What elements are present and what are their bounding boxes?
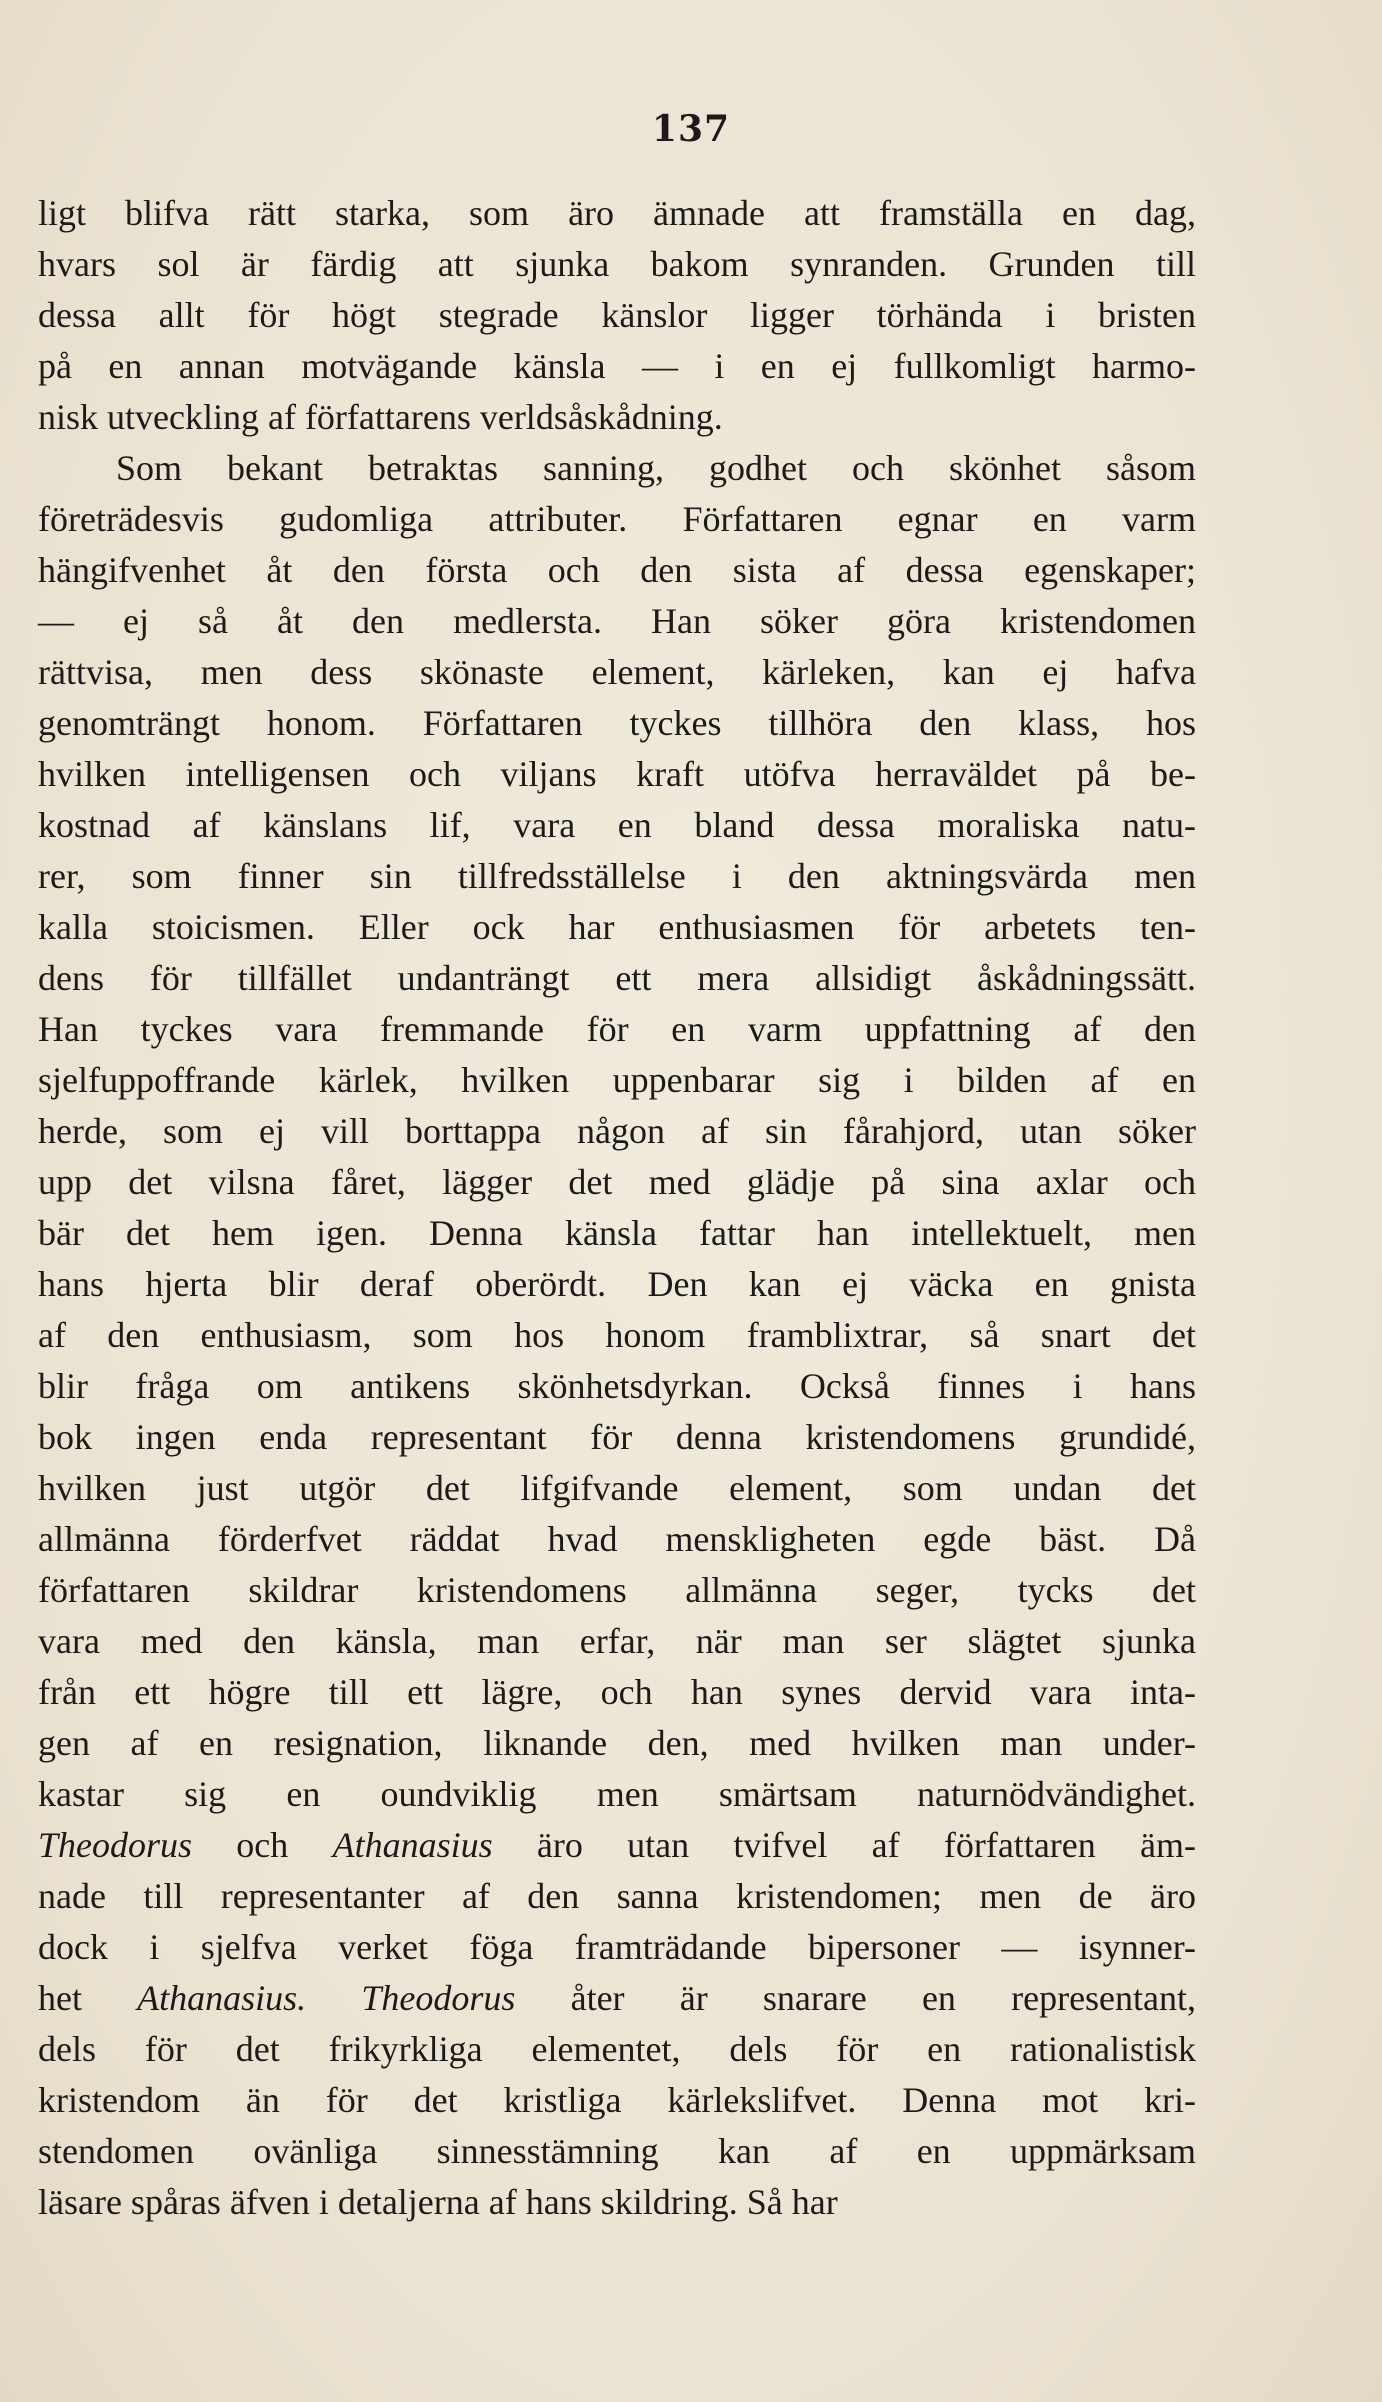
text-line	[38, 2024, 1196, 2075]
text-segment: herde, som ej vill borttappa någon af sin fårahjord, utan söker	[38, 1111, 1196, 1151]
text-segment: het	[38, 1978, 138, 2018]
text-segment: kostnad af känslans lif, vara en bland dessa moraliska natu-	[38, 805, 1196, 845]
text-line	[38, 2075, 1196, 2126]
text-line	[38, 341, 1196, 392]
text-line	[38, 1310, 1196, 1361]
text-line	[38, 1106, 1196, 1157]
text-line	[38, 1616, 1196, 1667]
text-line	[38, 2126, 1196, 2177]
text-line	[38, 1514, 1196, 1565]
body-text	[38, 188, 1196, 2228]
text-line	[38, 1973, 1196, 2024]
text-line	[38, 494, 1196, 545]
text-line	[38, 1208, 1196, 1259]
text-line	[38, 290, 1196, 341]
text-segment: vara med den känsla, man erfar, när man ser slägtet sjunka	[38, 1621, 1196, 1661]
text-line	[38, 1412, 1196, 1463]
text-segment: nade till representanter af den sanna kristendomen; men de äro	[38, 1876, 1196, 1916]
text-segment: hvars sol är färdig att sjunka bakom synranden. Grunden till	[38, 244, 1196, 284]
text-segment: kalla stoicismen. Eller ock har enthusiasmen för arbetets ten-	[38, 907, 1196, 947]
text-line	[38, 545, 1196, 596]
text-line	[38, 800, 1196, 851]
text-line	[38, 851, 1196, 902]
text-segment: allmänna förderfvet räddat hvad menskligheten egde bäst. Då	[38, 1519, 1196, 1559]
text-line	[38, 1463, 1196, 1514]
text-line	[38, 392, 1196, 443]
italic-name: Athanasius.	[137, 1978, 307, 2018]
text-segment: Som bekant betraktas sanning, godhet och skönhet såsom	[116, 448, 1196, 488]
text-segment: kristendom än för det kristliga kärlekslifvet. Denna mot kri-	[38, 2080, 1196, 2120]
text-segment: företrädesvis gudomliga attributer. Författaren egnar en varm	[38, 499, 1196, 539]
text-segment: rättvisa, men dess skönaste element, kärleken, kan ej hafva	[38, 652, 1196, 692]
text-segment: dessa allt för högt stegrade känslor ligger törhända i bristen	[38, 295, 1196, 335]
text-segment: blir fråga om antikens skönhetsdyrkan. Också finnes i hans	[38, 1366, 1196, 1406]
text-line	[38, 1565, 1196, 1616]
text-segment: bok ingen enda representant för denna kristendomens grundidé,	[38, 1417, 1196, 1457]
text-line	[38, 239, 1196, 290]
text-line	[38, 749, 1196, 800]
text-segment: från ett högre till ett lägre, och han synes dervid vara inta-	[38, 1672, 1196, 1712]
text-line	[38, 647, 1196, 698]
italic-name: Theodorus	[38, 1825, 193, 1865]
text-line	[38, 1769, 1196, 1820]
text-segment: af den enthusiasm, som hos honom framblixtrar, så snart det	[38, 1315, 1196, 1355]
text-line	[38, 596, 1196, 647]
text-line	[38, 2177, 1196, 2228]
text-segment: hvilken just utgör det lifgifvande element, som undan det	[38, 1468, 1196, 1508]
italic-name: Athanasius	[332, 1825, 493, 1865]
text-line	[38, 698, 1196, 749]
text-segment: hängifvenhet åt den första och den sista af dessa egenskaper;	[38, 550, 1196, 590]
text-line	[38, 1004, 1196, 1055]
text-line	[38, 1718, 1196, 1769]
text-segment: genomträngt honom. Författaren tyckes tillhöra den klass, hos	[38, 703, 1196, 743]
text-line	[38, 1820, 1196, 1871]
text-line	[38, 1157, 1196, 1208]
italic-name: Theodorus	[361, 1978, 516, 2018]
text-segment: sjelfuppoffrande kärlek, hvilken uppenbarar sig i bilden af en	[38, 1060, 1196, 1100]
page-number: 137	[651, 108, 731, 150]
text-line	[38, 188, 1196, 239]
text-segment: på en annan motvägande känsla — i en ej fullkomligt harmo-	[38, 346, 1196, 386]
text-segment: rer, som finner sin tillfredsställelse i den aktningsvärda men	[38, 856, 1196, 896]
text-segment: hans hjerta blir deraf oberördt. Den kan ej väcka en gnista	[38, 1264, 1196, 1304]
text-segment: gen af en resignation, liknande den, med hvilken man under-	[38, 1723, 1196, 1763]
text-segment: läsare spåras äfven i detaljerna af hans skildring. Så har	[38, 2182, 838, 2222]
text-segment: bär det hem igen. Denna känsla fattar han intellektuelt, men	[38, 1213, 1196, 1253]
text-segment: dels för det frikyrkliga elementet, dels för en rationalistisk	[38, 2029, 1196, 2069]
text-line	[38, 902, 1196, 953]
text-segment: Han tyckes vara fremmande för en varm uppfattning af den	[38, 1009, 1196, 1049]
text-segment: författaren skildrar kristendomens allmänna seger, tycks det	[38, 1570, 1196, 1610]
text-line	[38, 1361, 1196, 1412]
text-line	[38, 1055, 1196, 1106]
text-segment	[306, 1978, 361, 2018]
text-line	[38, 1871, 1196, 1922]
text-line	[38, 1667, 1196, 1718]
text-segment: ligt blifva rätt starka, som äro ämnade att framställa en dag,	[38, 193, 1196, 233]
text-segment: äro utan tvifvel af författaren äm-	[492, 1825, 1197, 1865]
text-segment: åter är snarare en representant,	[515, 1978, 1197, 2018]
text-line	[38, 953, 1196, 1004]
text-segment: och	[192, 1825, 333, 1865]
text-segment: kastar sig en oundviklig men smärtsam naturnödvändighet.	[38, 1774, 1196, 1814]
text-line	[38, 1922, 1196, 1973]
text-segment: nisk utveckling af författarens verldsåskådning.	[38, 397, 723, 437]
text-line	[38, 443, 1196, 494]
text-segment: dens för tillfället undanträngt ett mera allsidigt åskådningssätt.	[38, 958, 1196, 998]
text-segment: — ej så åt den medlersta. Han söker göra kristendomen	[38, 601, 1196, 641]
text-segment: upp det vilsna fåret, lägger det med glädje på sina axlar och	[38, 1162, 1196, 1202]
text-line	[38, 1259, 1196, 1310]
text-segment: stendomen ovänliga sinnesstämning kan af en uppmärksam	[38, 2131, 1196, 2171]
text-segment: hvilken intelligensen och viljans kraft utöfva herraväldet på be-	[38, 754, 1196, 794]
text-segment: dock i sjelfva verket föga framträdande bipersoner — isynner-	[38, 1927, 1196, 1967]
